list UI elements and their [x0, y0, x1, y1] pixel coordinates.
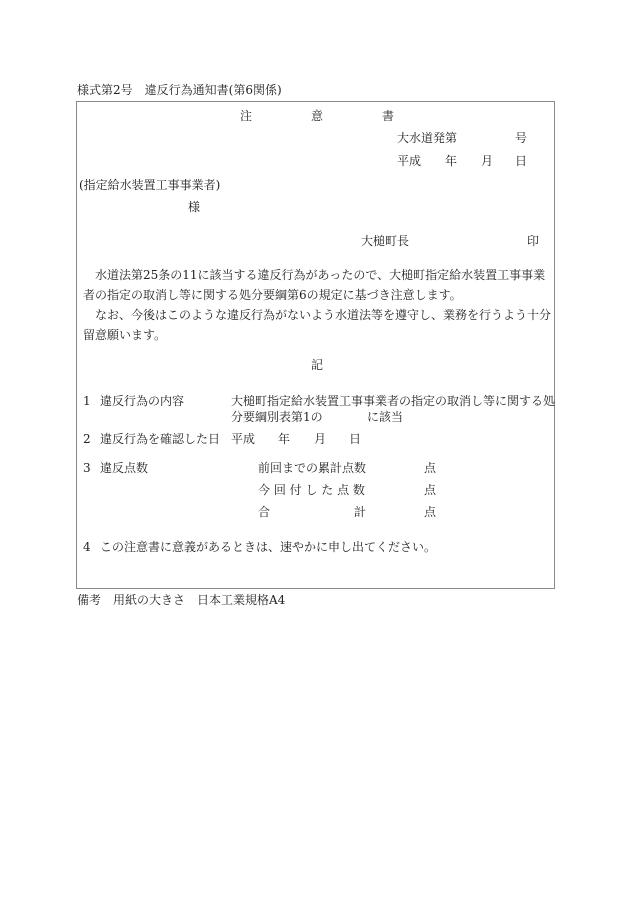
item-1-line1: 大槌町指定給水装置工事事業者の指定の取消し等に関する処 [231, 394, 556, 408]
item-1-number: 1 [83, 394, 91, 408]
reference-number-label: 大水道発第 [397, 131, 458, 145]
date-month: 月 [481, 154, 494, 168]
recipient-label: (指定給水装置工事事業者) [79, 178, 221, 192]
form-title: 様式第2号 違反行為通知書(第6関係) [77, 83, 282, 97]
item-2-day: 日 [349, 432, 362, 446]
item-3-label: 違反点数 [100, 461, 149, 475]
item-2-year: 年 [278, 432, 291, 446]
item-4-number: 4 [83, 540, 91, 554]
date-era: 平成 [397, 154, 422, 168]
body-paragraph-1: 水道法第25条の11に該当する違反行為があったので、大槌町指定給水装置工事事業者の指定の取消し等に関する処分要綱第6の規定に基づき注意します。 [83, 268, 546, 302]
date-year: 年 [445, 154, 458, 168]
date-day: 日 [515, 154, 528, 168]
issuer-seal: 印 [527, 234, 540, 248]
heading-char-3: 書 [382, 109, 395, 123]
item-1-line2a: 分要綱別表第1の [231, 410, 323, 424]
item-2-era: 平成 [231, 432, 256, 446]
reference-number-suffix: 号 [515, 131, 528, 145]
item-1-label: 違反行為の内容 [100, 394, 185, 408]
points-total-unit: 点 [424, 505, 437, 519]
points-previous-label: 前回までの累計点数 [258, 461, 367, 475]
document-frame [76, 101, 555, 589]
item-2-number: 2 [83, 432, 91, 446]
points-current-label: 今 回 付 し た 点 数 [258, 483, 365, 497]
recipient-honorific: 様 [188, 200, 201, 214]
item-2-label: 違反行為を確認した日 [100, 432, 221, 446]
points-previous-unit: 点 [424, 461, 437, 475]
item-3-number: 3 [83, 461, 91, 475]
points-total-label-left: 合 [258, 505, 271, 519]
issuer-title: 大槌町長 [361, 234, 410, 248]
footnote: 備考 用紙の大きさ 日本工業規格A4 [77, 593, 286, 607]
item-2-month: 月 [314, 432, 327, 446]
heading-char-1: 注 [240, 109, 253, 123]
ki-heading: 記 [311, 358, 324, 372]
points-current-unit: 点 [424, 483, 437, 497]
body-paragraph-2: なお、今後はこのような違反行為がないよう水道法等を遵守し、業務を行うよう十分留意願います。 [83, 308, 552, 342]
heading-char-2: 意 [311, 109, 324, 123]
points-total-label-right: 計 [354, 505, 367, 519]
item-1-line2b: に該当 [367, 410, 404, 424]
item-4-text: この注意書に意義があるときは、速やかに申し出てください。 [100, 540, 437, 554]
